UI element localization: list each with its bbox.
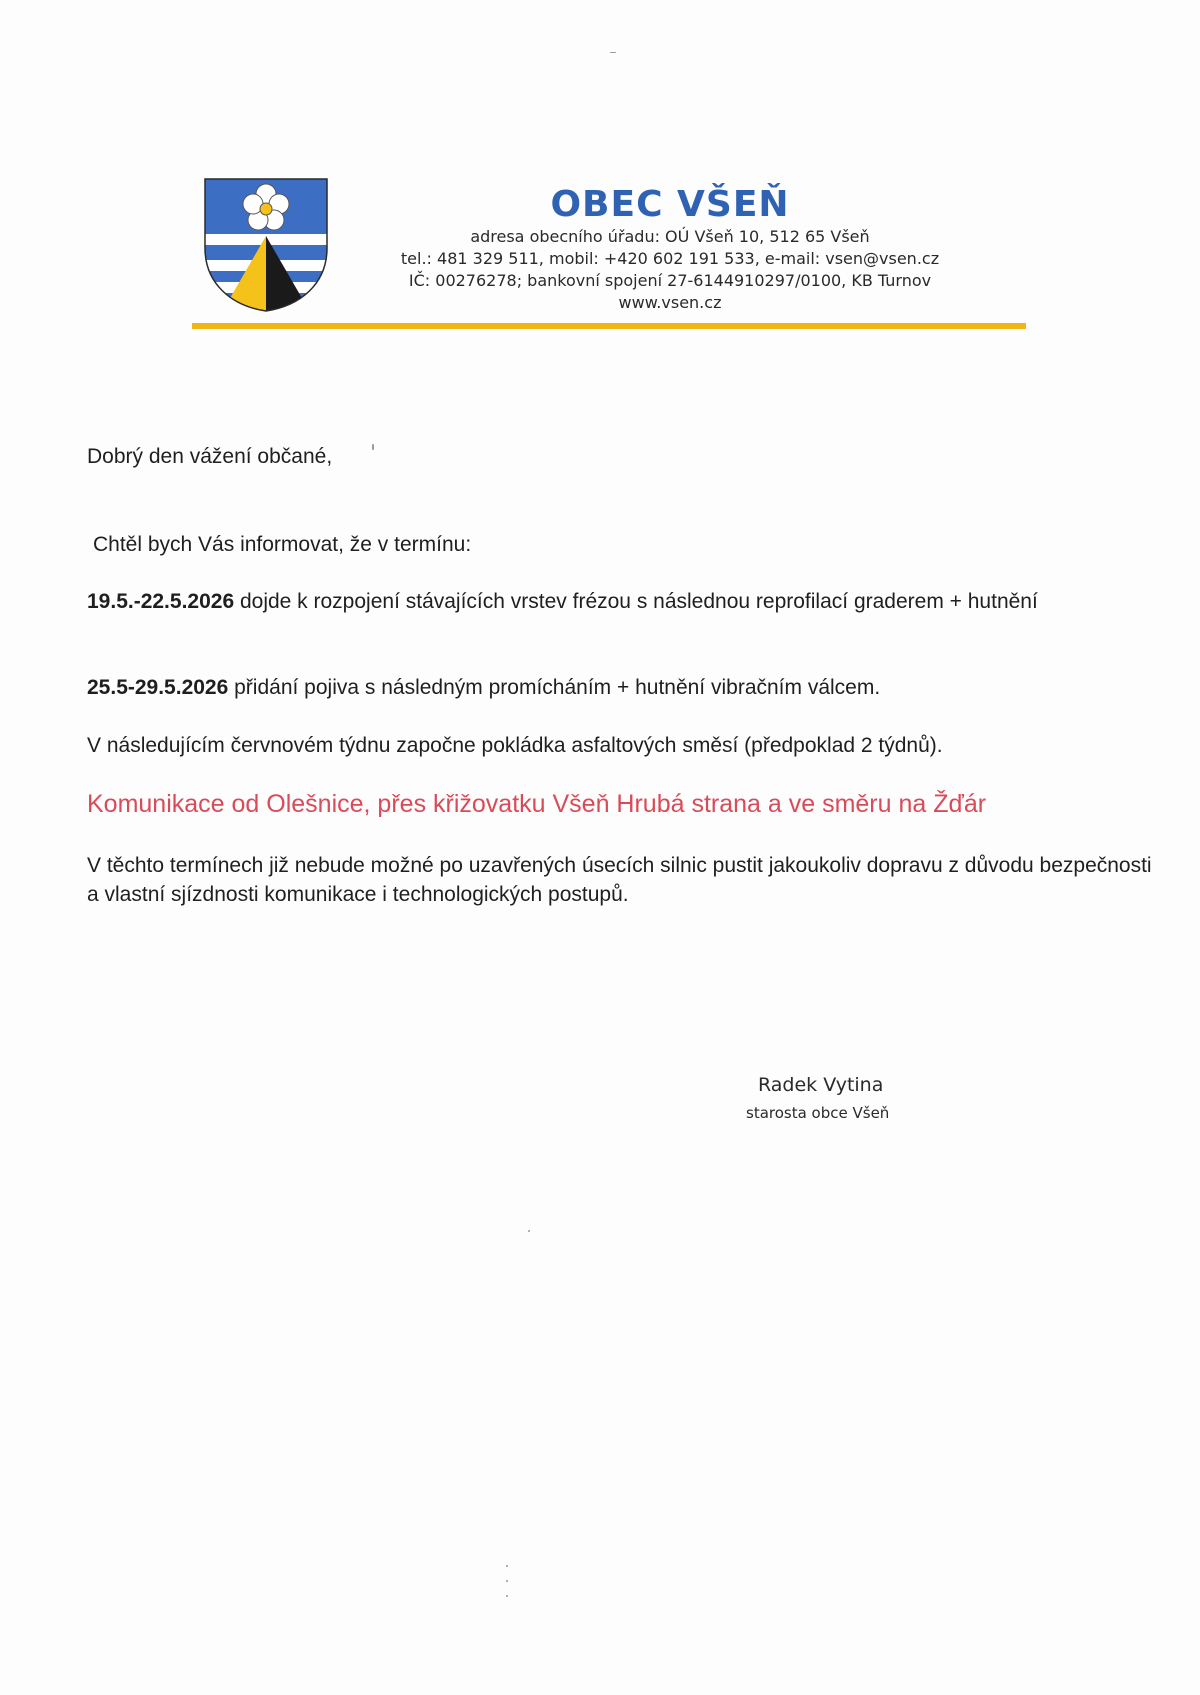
office-address: adresa obecního úřadu: OÚ Všeň 10, 512 65 Všeň	[470, 227, 870, 246]
header-divider	[192, 323, 1026, 329]
scan-speck	[528, 1230, 530, 1232]
phone-email-line: tel.: 481 329 511, mobil: +420 602 191 533, e-mail: vsen@vsen.cz	[400, 249, 940, 268]
scan-speck	[506, 1595, 508, 1597]
scan-speck	[506, 1580, 508, 1582]
signatory-name: Radek Vytina	[758, 1074, 884, 1096]
scan-speck	[610, 52, 616, 53]
contact-block	[340, 226, 1000, 314]
scan-speck	[506, 1565, 508, 1567]
schedule-item	[87, 587, 1137, 616]
schedule-description: přidání pojiva s následným promícháním + hutnění vibračním válcem.	[228, 676, 881, 699]
scan-speck	[372, 444, 374, 450]
company-id-bank-line: IČ: 00276278; bankovní spojení 27-6144910297/0100, KB Turnov	[408, 271, 932, 290]
schedule-dates: 25.5-29.5.2026	[87, 676, 229, 699]
closure-paragraph: V těchto termínech již nebude možné po uzavřených úsecích silnic pustit jakoukoliv dopravu z důvodu bezpečnosti a vlastní sjízdnosti komunikace i technologických postupů.	[87, 854, 1152, 906]
road-section-notice: Komunikace od Olešnice, přes křižovatku Všeň Hrubá strana a ve směru na Žďár	[87, 790, 987, 818]
website-link[interactable]: www.vsen.cz	[618, 293, 722, 312]
signatory-role: starosta obce Všeň	[746, 1104, 890, 1122]
municipality-title: OBEC VŠEŇ	[550, 184, 790, 225]
schedule-description: dojde k rozpojení stávajících vrstev frézou s následnou reprofilací graderem + hutnění	[234, 590, 1038, 613]
schedule-dates: 19.5.-22.5.2026	[87, 590, 235, 613]
coat-of-arms-icon	[204, 178, 328, 312]
greeting: Dobrý den vážení občané,	[87, 445, 333, 468]
intro-sentence: Chtěl bych Vás informovat, že v termínu:	[93, 533, 472, 556]
next-week-paragraph: V následujícím červnovém týdnu započne pokládka asfaltových směsí (předpoklad 2 týdnů).	[87, 734, 943, 757]
schedule-item	[87, 673, 1137, 702]
